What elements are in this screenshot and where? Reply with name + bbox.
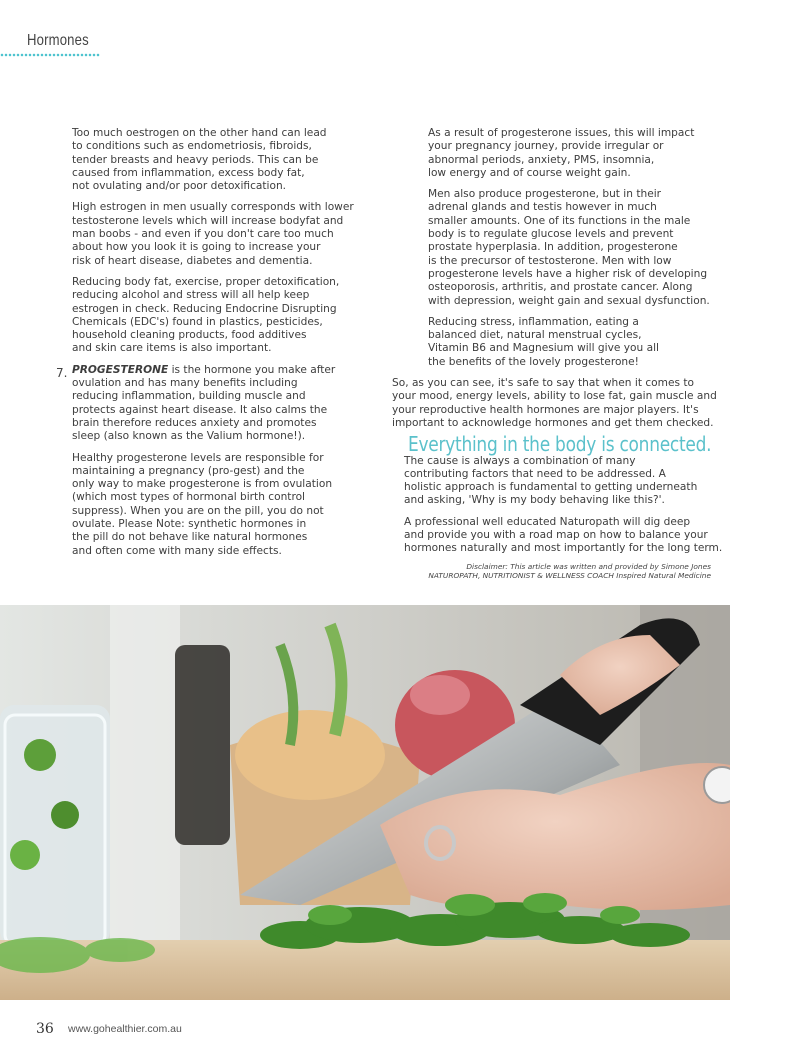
paragraph: Men also produce progesterone, but in their adrenal glands and testis however in much smaller amounts. One of its functions in the male body is to regulate glucose levels and prevent prostate hyperplasia. In addition, progesterone is the precursor of testosterone. Men with low progesterone levels have a higher risk of developing osteoporosis, arthritis, and prostate cancer. Along with depression, weight gain and sexual dysfunction. (428, 188, 710, 307)
section-heading: Everything in the body is connected. (408, 432, 712, 457)
paragraph: Too much oestrogen on the other hand can lead to conditions such as endometriosis, fibroids, tender breasts and heavy periods. This can be caused from inflammation, excess body fat, not ovulating and/or poor detoxification. (72, 127, 327, 193)
progesterone-paragraph (72, 364, 372, 444)
paragraph: A professional well educated Naturopath will dig deep and provide you with a road map on how to balance your hormones naturally and most importantly for the long term. (404, 515, 723, 555)
photo-illustration (0, 605, 730, 1000)
list-number: 7. (56, 366, 68, 380)
paragraph: As a result of progesterone issues, this will impact your pregnancy journey, provide irregular or abnormal periods, anxiety, PMS, insomnia, low energy and of course weight gain. (428, 127, 695, 179)
paragraph: The cause is always a combination of many contributing factors that need to be addressed. A holistic approach is fundamental to getting underneath and asking, 'Why is my body behaving like this?'. (404, 454, 698, 507)
paragraph: So, as you can see, it's safe to say that when it comes to your mood, energy levels, ability to lose fat, gain muscle and your reproductive health hormones are major players. It's important to acknowledge hormones and get them checked. (392, 377, 717, 429)
left-column (72, 127, 372, 566)
paragraph: Reducing body fat, exercise, proper detoxification, reducing alcohol and stress will all help keep estrogen in check. Reducing Endocrine Disrupting Chemicals (EDC's) found in plastics, pesticides, household cleaning products, food additives and skin care items is also important. (72, 275, 340, 355)
footer-url: www.gohealthier.com.au (68, 1023, 182, 1035)
paragraph: Healthy progesterone levels are responsible for maintaining a pregnancy (pro-gest) and the only way to make progesterone is from ovulation (which most types of hormonal birth control suppress). When you are on the pill, you do not ovulate. Please Note: synthetic hormones in the pill do not behave like natural hormones and often come with many side effects. (72, 451, 333, 557)
paragraph: High estrogen in men usually corresponds with lower testosterone levels which will increase bodyfat and man boobs - and even if you don't care too much about how you look it is going to increase your risk of heart disease, diabetes and dementia. (72, 201, 354, 267)
right-column (392, 127, 733, 581)
section-label: Hormones (27, 32, 89, 49)
section-underline (0, 53, 100, 57)
progesterone-lead: PROGESTERONE (72, 363, 169, 376)
indented-block (408, 127, 733, 369)
paragraph: Reducing stress, inflammation, eating a balanced diet, natural menstrual cycles, Vitamin B6 and Magnesium will give you all the benefits of the lovely progesterone! (428, 315, 659, 368)
paragraph-text: is the hormone you make after ovulation and has many benefits including reducing inflammation, building muscle and protects against heart disease. It also calms the brain therefore reduces anxiety and promotes sleep (also known as the Valium hormone!). (72, 363, 336, 443)
page-number: 36 (36, 1021, 54, 1037)
cooking-photo (0, 605, 730, 1000)
disclaimer: Disclaimer: This article was written and provided by Simone Jones NATUROPATH, NUTRITIONIST & WELLNESS COACH Inspired Natural Medicine (428, 561, 711, 581)
